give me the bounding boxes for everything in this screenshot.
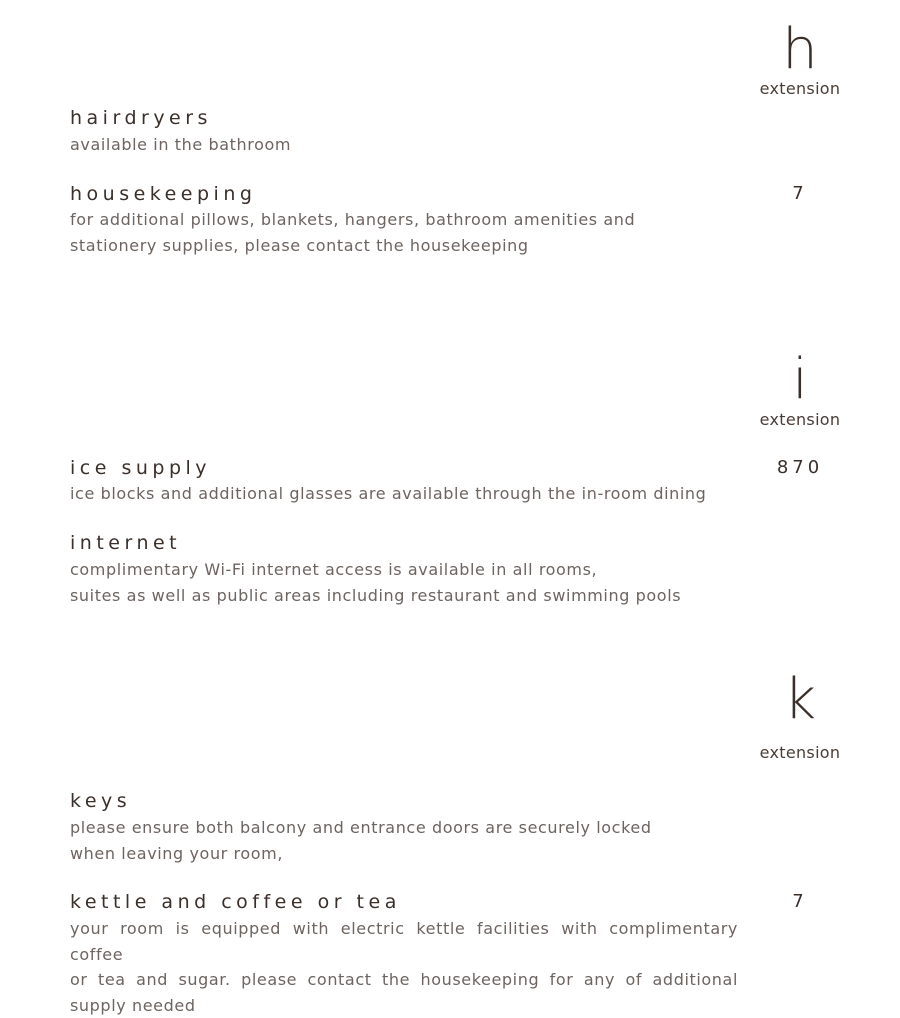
description-line: or tea and sugar. please contact the housekeeping for any of additional [70,967,738,993]
description-line: for additional pillows, blankets, hangers, bathroom amenities and [70,207,738,233]
entry-title-hairdryers: hairdryers [70,106,212,130]
description-line: please ensure both balcony and entrance doors are securely locked [70,815,738,841]
section-letter-k: k [745,672,855,728]
section-letter-h: h [745,22,855,78]
entry-title-internet: internet [70,531,181,555]
entry-description-keys [70,815,738,866]
entry-title-kettle-and-coffee-or-tea: kettle and coffee or tea [70,890,401,914]
extension-label: extension [745,410,855,430]
description-line: your room is equipped with electric kettle facilities with complimentary coffee [70,916,738,967]
extension-number-ice-supply: 870 [745,456,855,480]
description-line: available in the bathroom [70,132,738,158]
section-letter-i: i [745,352,855,408]
description-line: suites as well as public areas including restaurant and swimming pools [70,583,738,609]
entry-title-housekeeping: housekeeping [70,182,256,206]
entry-title-keys: keys [70,789,131,813]
entry-title-ice-supply: ice supply [70,456,211,480]
entry-description-hairdryers [70,132,738,158]
entry-description-kettle-and-coffee-or-tea [70,916,738,1018]
description-line: stationery supplies, please contact the housekeeping [70,233,738,259]
extension-number-kettle: 7 [745,890,855,914]
entry-description-housekeeping [70,207,738,258]
extension-label: extension [745,79,855,99]
entry-description-ice-supply [70,481,738,507]
description-line: when leaving your room, [70,841,738,867]
extension-number-housekeeping: 7 [745,182,855,206]
description-line: complimentary Wi-Fi internet access is available in all rooms, [70,557,738,583]
entry-description-internet [70,557,738,608]
extension-label: extension [745,743,855,763]
description-line: supply needed [70,993,738,1018]
description-line: ice blocks and additional glasses are available through the in-room dining [70,481,738,507]
